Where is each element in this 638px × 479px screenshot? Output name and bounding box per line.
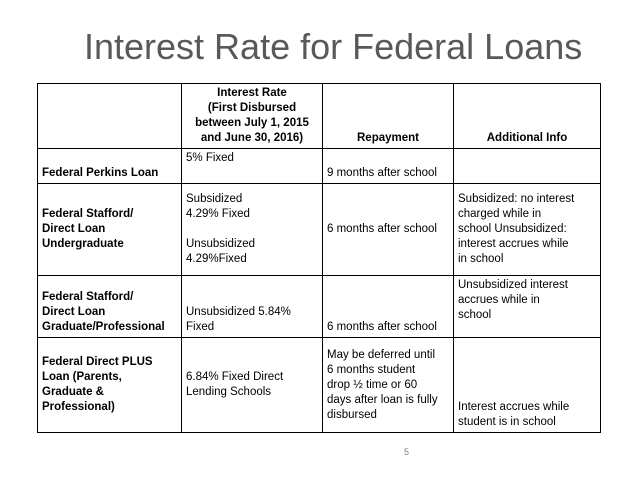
additional-info-cell: Subsidized: no interest charged while in school Unsubsidized: interest accrues while in school — [454, 184, 601, 276]
interest-rate-cell: 5% Fixed — [182, 149, 323, 184]
interest-rate-cell: Unsubsidized 5.84% Fixed — [182, 276, 323, 338]
repayment-cell: May be deferred until 6 months student drop ½ time or 60 days after loan is fully disbursed — [323, 338, 454, 433]
interest-rate-cell: Subsidized 4.29% Fixed Unsubsidized 4.29%Fixed — [182, 184, 323, 276]
page-number: 5 — [404, 447, 410, 457]
header-interest-rate: Interest Rate (First Disbursed between July 1, 2015 and June 30, 2016) — [182, 84, 323, 149]
interest-rate-cell: 6.84% Fixed Direct Lending Schools — [182, 338, 323, 433]
header-additional-info: Additional Info — [454, 84, 601, 149]
table-row-stafford-undergrad — [38, 184, 601, 276]
additional-info-cell: Interest accrues while student is in school — [454, 338, 601, 433]
table-header-row — [38, 84, 601, 149]
loan-type-cell: Federal Stafford/ Direct Loan Undergraduate — [38, 184, 182, 276]
table-row-perkins — [38, 149, 601, 184]
table-row-stafford-graduate — [38, 276, 601, 338]
repayment-cell: 6 months after school — [323, 184, 454, 276]
additional-info-cell: Unsubsidized interest accrues while in school — [454, 276, 601, 338]
header-loan-type — [38, 84, 182, 149]
loan-rates-table — [37, 83, 601, 433]
loan-type-cell: Federal Perkins Loan — [38, 149, 182, 184]
loan-type-cell: Federal Direct PLUS Loan (Parents, Graduate & Professional) — [38, 338, 182, 433]
loan-type-cell: Federal Stafford/ Direct Loan Graduate/Professional — [38, 276, 182, 338]
header-repayment: Repayment — [323, 84, 454, 149]
slide-title: Interest Rate for Federal Loans — [84, 26, 583, 67]
additional-info-cell — [454, 149, 601, 184]
repayment-cell: 9 months after school — [323, 149, 454, 184]
table-row-plus-loan — [38, 338, 601, 433]
repayment-cell: 6 months after school — [323, 276, 454, 338]
